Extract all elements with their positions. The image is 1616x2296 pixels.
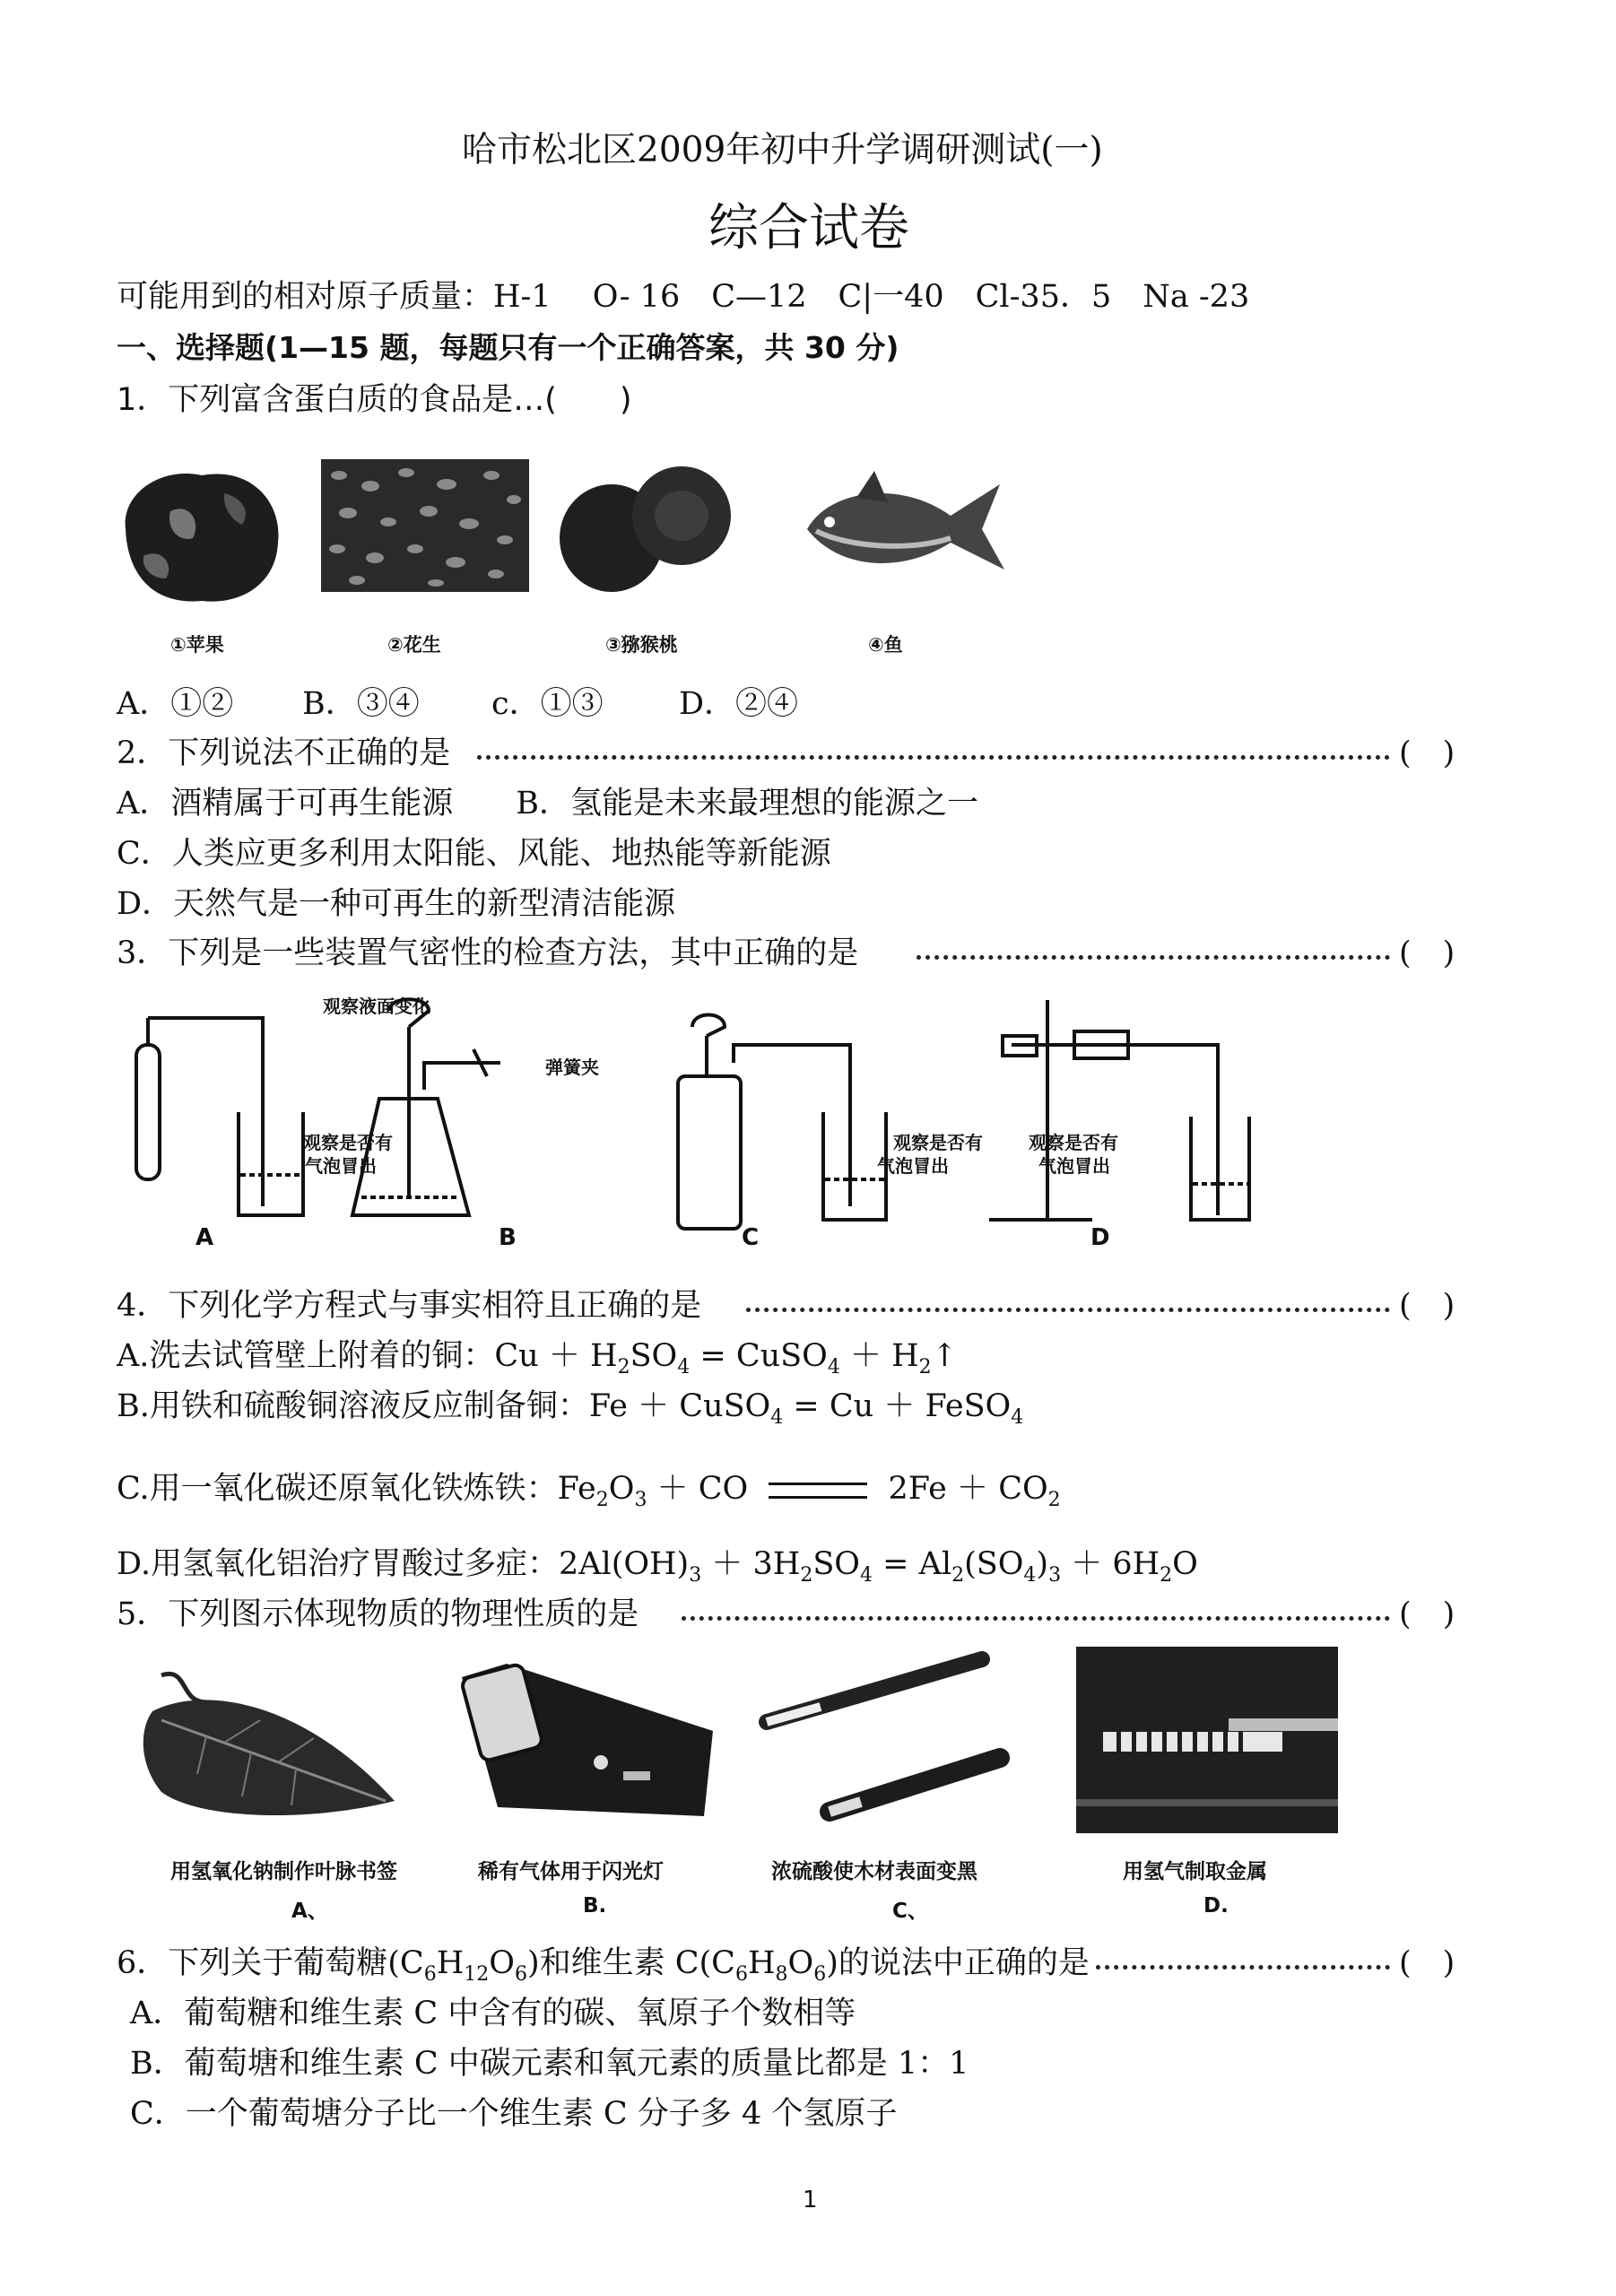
q6-stem: 6．下列关于葡萄糖$(C_6H_{12}O_6)$和维生素 $C(C_6H_8O_6)$的说法中正确的是 (117, 1945, 1090, 1986)
exam-subtitle: 综合试卷 (708, 199, 909, 257)
q4-stem: 4．下列化学方程式与事实相符且正确的是 (117, 1288, 702, 1324)
diagram-letter-a: A (195, 1224, 214, 1251)
q2-answer-bracket: ( ) (1399, 735, 1455, 771)
q4-answer-bracket: ( ) (1399, 1288, 1455, 1324)
q1-option-a: A．①② (117, 686, 234, 722)
label-observe-d-1: 观察是否有 (1029, 1132, 1118, 1153)
q1-caption-4: ④鱼 (868, 634, 903, 656)
q2-leader-dots (477, 755, 1390, 760)
q1-stem: 1．下列富含蛋白质的食品是…( ) (117, 382, 632, 418)
flash-lamp-image (444, 1650, 722, 1830)
leaf-image (126, 1666, 404, 1828)
q2-option-d: D．天然气是一种可再生的新型清洁能源 (117, 886, 676, 922)
wooden-sticks-image (749, 1650, 1009, 1830)
q4-leader-dots (746, 1308, 1390, 1312)
apple-image (117, 457, 287, 610)
section-heading: 一、选择题(1—15 题，每题只有一个正确答案，共 30 分) (117, 330, 899, 365)
q5-letter-b: B. (583, 1894, 607, 1918)
atomic-masses: 可能用到的相对原子质量：H-1 O- 16 C—12 C|一40 Cl-35．5 Na -23 (117, 279, 1250, 315)
diagram-letter-b: B (499, 1224, 517, 1251)
page-number: 1 (803, 2187, 818, 2213)
q5-leader-dots (682, 1616, 1390, 1621)
q5-caption-d: 用氢气制取金属 (1123, 1860, 1267, 1883)
q5-stem: 5．下列图示体现物质的物理性质的是 (117, 1596, 639, 1632)
label-observe-a-2: 气泡冒出 (305, 1155, 377, 1177)
exam-title: 哈市松北区2009年初中升学调研测试(一) (462, 130, 1103, 170)
q1-caption-2: ②花生 (387, 634, 441, 656)
q6-answer-bracket: ( ) (1399, 1945, 1455, 1981)
q4-option-c: C.用一氧化碳还原氧化铁炼铁：$Fe_2O_3$ ＋ CO $2Fe + CO_2$ (117, 1471, 1061, 1511)
q5-letter-d: D. (1203, 1894, 1229, 1918)
q4-option-b: B.用铁和硫酸铜溶液反应制备铜：Fe ＋ CuSO$_4$ = Cu ＋ FeSO$_4$ (117, 1388, 1024, 1429)
label-observe-a-1: 观察是否有 (303, 1132, 393, 1153)
apparatus-diagrams (115, 991, 1263, 1260)
diagram-letter-d: D (1090, 1224, 1110, 1251)
q6-option-c: C．一个葡萄塘分子比一个维生素 C 分子多 4 个氢原子 (130, 2096, 898, 2132)
kiwi-image (556, 453, 735, 605)
label-observe-d-2: 气泡冒出 (1038, 1155, 1110, 1177)
peanut-image (321, 459, 529, 592)
q4-option-a: A.洗去试管壁上附着的铜：$Cu + H_2SO_4$ = CuSO$_4$ ＋ $H_2↑$ (117, 1338, 958, 1378)
q2-stem: 2．下列说法不正确的是 (117, 735, 451, 771)
q5-letter-c: C、 (892, 1900, 928, 1923)
q1-option-b: B．③④ (302, 686, 420, 722)
hydrogen-metal-image (1076, 1647, 1338, 1833)
q3-stem: 3．下列是一些装置气密性的检查方法，其中正确的是 (117, 935, 859, 971)
q5-caption-c: 浓硫酸使木材表面变黑 (771, 1860, 977, 1883)
label-spring-clamp: 弹簧夹 (545, 1057, 599, 1078)
q6-option-b: B．葡萄塘和维生素 C 中碳元素和氧元素的质量比都是 1：1 (130, 2046, 969, 2082)
q4-option-d: D.用氢氧化铝治疗胃酸过多症：$2Al(OH)_3 + 3H_2SO_4 = Al_2(SO_4)_3 + 6H_2O$ (117, 1546, 1198, 1587)
q3-leader-dots (917, 955, 1390, 960)
fish-image (803, 466, 1009, 583)
q6-leader-dots (1096, 1965, 1390, 1970)
q5-answer-bracket: ( ) (1399, 1596, 1455, 1632)
reaction-equals-sign (769, 1483, 867, 1499)
q5-caption-b: 稀有气体用于闪光灯 (478, 1860, 664, 1883)
q5-letter-a: A、 (291, 1900, 328, 1923)
diagram-letter-c: C (742, 1224, 760, 1251)
q6-option-a: A．葡萄糖和维生素 C 中含有的碳、氧原子个数相等 (130, 1996, 856, 2031)
q1-option-c: c．①③ (491, 686, 604, 722)
label-observe-c-2: 气泡冒出 (877, 1155, 949, 1177)
q1-caption-3: ③猕猴桃 (605, 634, 678, 656)
q3-answer-bracket: ( ) (1399, 935, 1455, 971)
q1-option-d: D．②④ (679, 686, 799, 722)
label-observe-c-1: 观察是否有 (893, 1132, 983, 1153)
q1-caption-1: ①苹果 (170, 634, 224, 656)
label-observe-liquid: 观察液面变化 (323, 996, 430, 1017)
q2-option-c: C．人类应更多利用太阳能、风能、地热能等新能源 (117, 836, 831, 872)
q5-caption-a: 用氢氧化钠制作叶脉书签 (170, 1860, 397, 1883)
q2-option-ab: A．酒精属于可再生能源 B．氢能是未来最理想的能源之一 (117, 786, 978, 822)
